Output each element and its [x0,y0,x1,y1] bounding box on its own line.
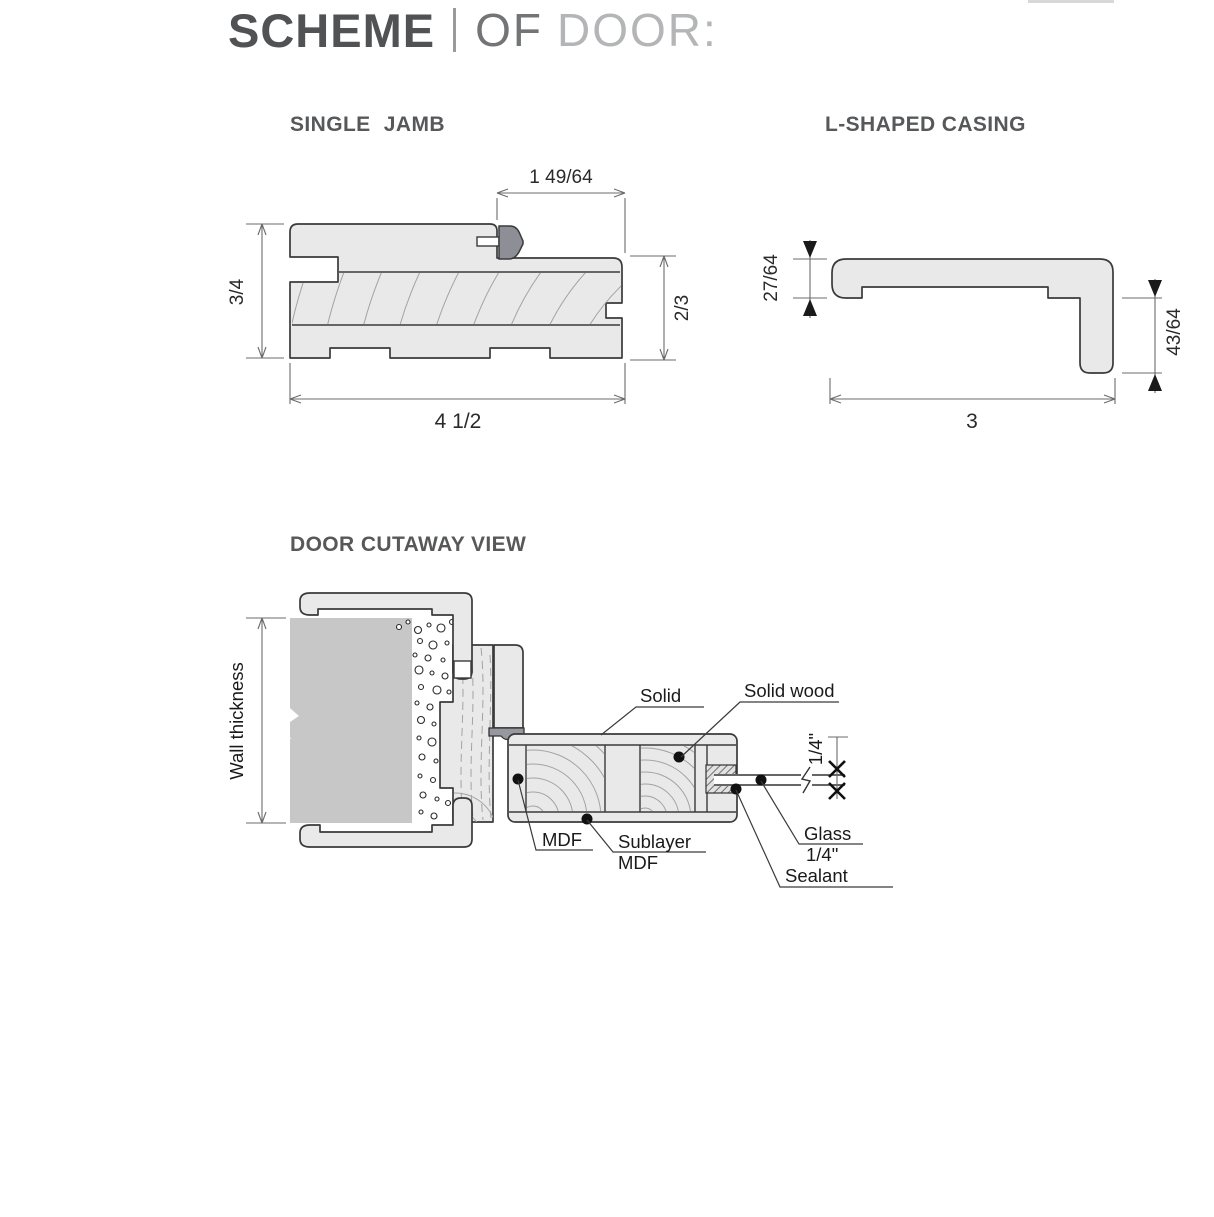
glass-pane [714,776,845,784]
gasket-seal [499,226,523,259]
jamb-dim-right: 2/3 [672,294,693,322]
jamb-dim-bottom: 4 1/2 [434,410,482,433]
label-sealant: Sealant [785,865,848,886]
single-jamb-heading: SINGLE JAMB [290,113,445,136]
door-panel [508,734,737,822]
glass-dim-lines [828,737,848,799]
label-solid: Solid [640,685,682,706]
jamb-dim-left-lines [246,224,284,358]
label-sublayer-line1: Sublayer [618,831,692,852]
casing-dim-left-lines [793,240,827,318]
sealant-dot [731,784,742,795]
door-stop [494,645,523,728]
cutaway-drawing [226,593,893,928]
wall-dim-lines [246,618,286,823]
title-primary: SCHEME [228,3,436,57]
glass-dot [756,775,767,786]
l-casing-heading: L-SHAPED CASING [825,113,1026,136]
jamb-dim-left: 3/4 [227,278,248,306]
casing-dim-bottom-lines [830,378,1115,404]
label-solid-wood: Solid wood [744,680,835,701]
mdf-dot [513,774,524,785]
casing-mortise [454,661,471,678]
label-glass-line2: 1/4" [806,844,839,865]
cutaway-heading: DOOR CUTAWAY VIEW [290,533,527,556]
label-mdf: MDF [542,829,583,850]
title-secondary: OF [475,4,543,56]
l-casing-drawing [761,240,1185,433]
solid-wood-dot [674,752,685,763]
jamb-dim-top: 1 49/64 [529,167,593,188]
jamb-dim-right-lines [630,256,676,360]
casing-dim-right: 43/64 [1164,308,1185,356]
title-tertiary: DOOR: [556,4,718,56]
casing-dim-bottom: 3 [966,410,978,433]
sublayer-dot [582,814,593,825]
label-glass-line1: Glass [804,823,852,844]
glass-dim-text: 1/4" [805,732,826,766]
casing-dim-left: 27/64 [761,254,782,302]
wall-block [290,618,412,823]
casing-profile [832,259,1113,373]
jamb-dim-bottom-lines [290,363,625,404]
casing-dim-right-lines [1122,279,1162,393]
label-sublayer-line2: MDF [618,852,659,873]
gasket-kerf [477,237,499,246]
jamb-profile [290,224,622,358]
wall-thickness-label: Wall thickness [226,662,247,780]
